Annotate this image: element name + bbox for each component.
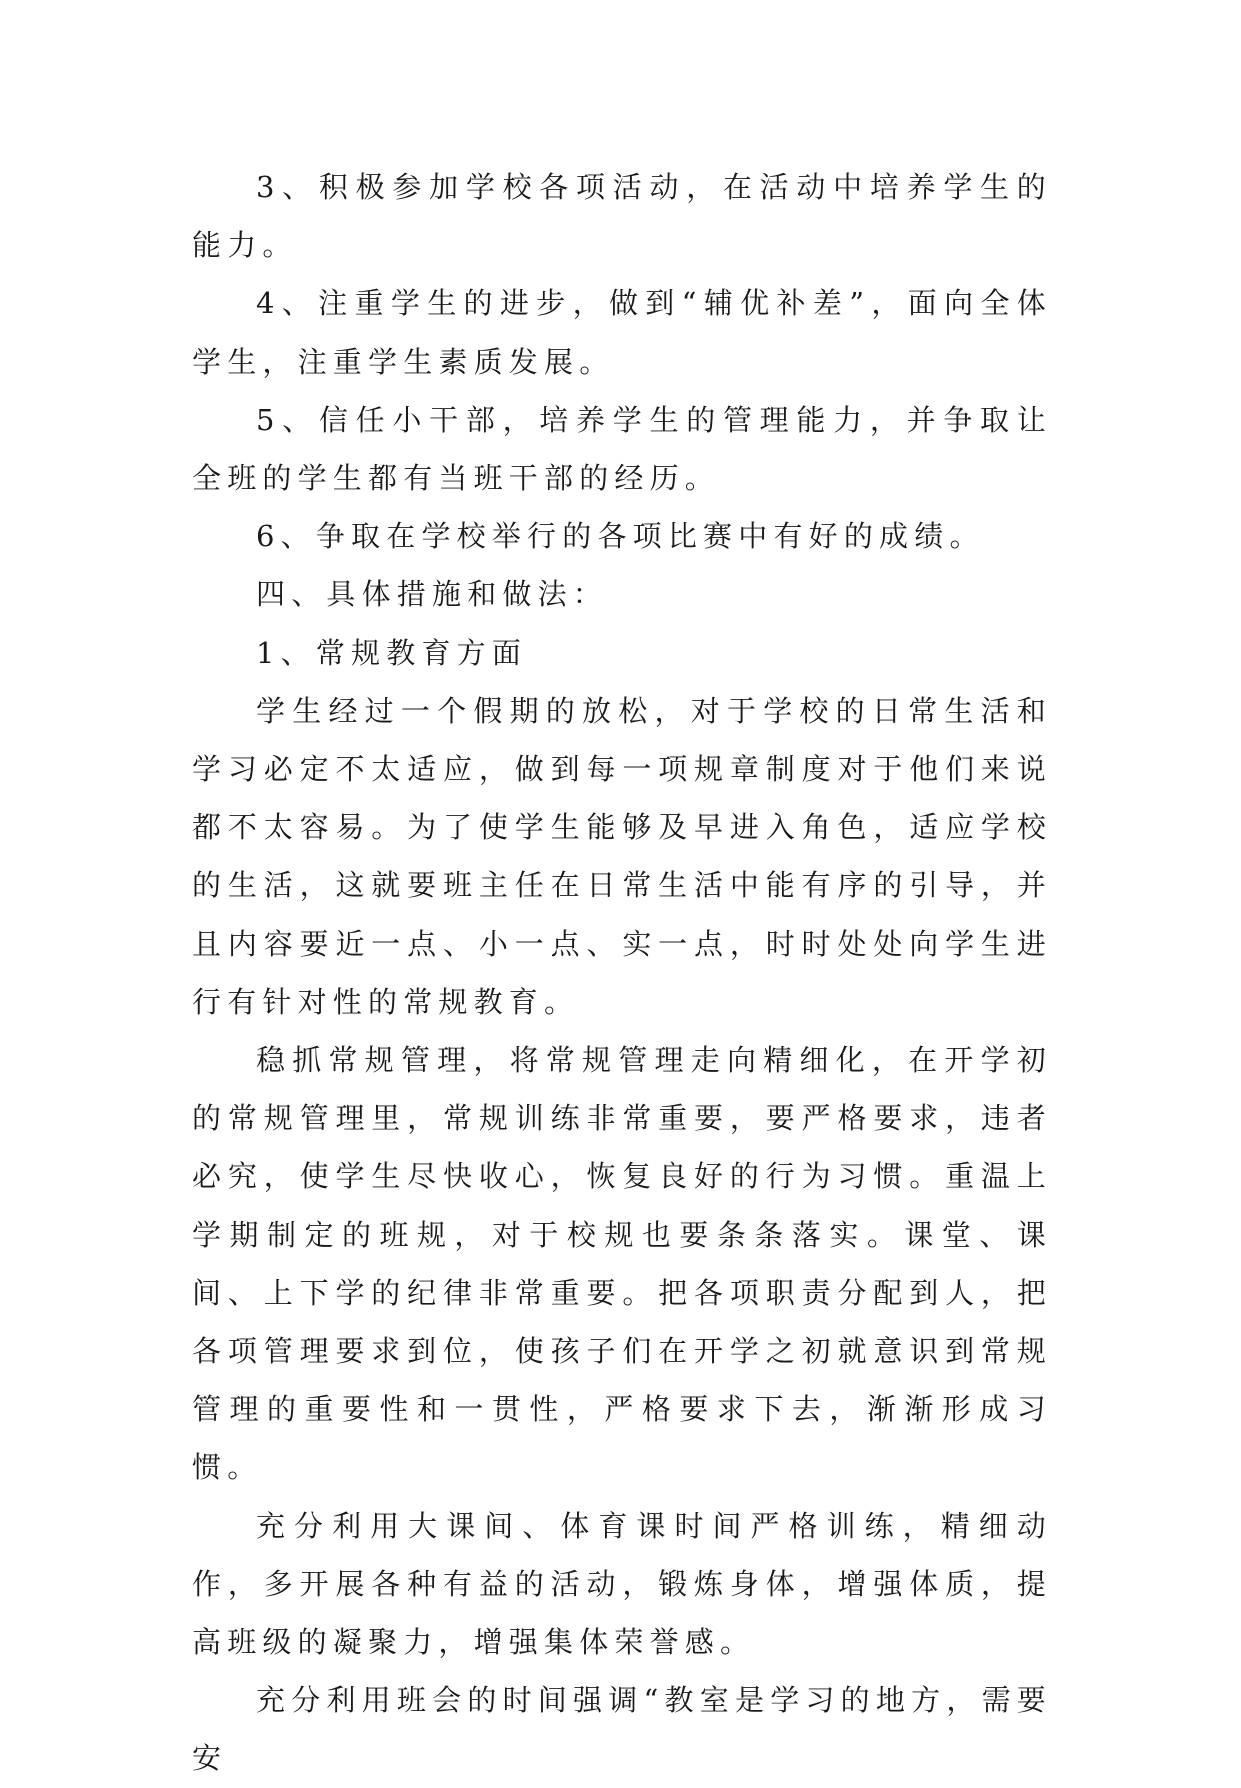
section-heading-measures: 四、具体措施和做法： [256,577,609,612]
paragraph-routine-management: 稳抓常规管理，将常规管理走向精细化，在开学初的常规管理里，常规训练非常重要，要严格要求，违者必究，使学生尽快收心，恢复良好的行为习惯。重温上学期制定的班规，对于校规也要条条落实。课堂、课间、上下学的纪律非常重要。把各项职责分配到人，把各项管理要求到位，使孩子们在开学之初就意识到常规管理的重要性和一贯性，严格要求下去，渐渐形成习惯。 [192,1043,1052,1485]
paragraph-class-meeting: 充分利用班会的时间强调“教室是学习的地方，需要安 [192,1683,1052,1776]
subheading-routine-education: 1、常规教育方面 [256,635,528,670]
paragraph-goal-3: 3、积极参加学校各项活动，在活动中培养学生的能力。 [192,170,1052,263]
paragraph-physical-activities: 充分利用大课间、体育课时间严格训练，精细动作，多开展各种有益的活动，锻炼身体，增强体质，提高班级的凝聚力，增强集体荣誉感。 [192,1508,1052,1660]
paragraph-routine-intro: 学生经过一个假期的放松，对于学校的日常生活和学习必定不太适应，做到每一项规章制度对于他们来说都不太容易。为了使学生能够及早进入角色，适应学校的生活，这就要班主任在日常生活中能有序的引导，并且内容要近一点、小一点、实一点，时时处处向学生进行有针对性的常规教育。 [192,693,1052,1019]
document-body [192,158,1052,1788]
paragraph-goal-4: 4、注重学生的进步，做到“辅优补差”，面向全体学生，注重学生素质发展。 [192,286,1052,379]
paragraph-goal-5: 5、信任小干部，培养学生的管理能力，并争取让全班的学生都有当班干部的经历。 [192,402,1052,496]
paragraph-goal-6: 6、争取在学校举行的各项比赛中有好的成绩。 [256,519,985,554]
